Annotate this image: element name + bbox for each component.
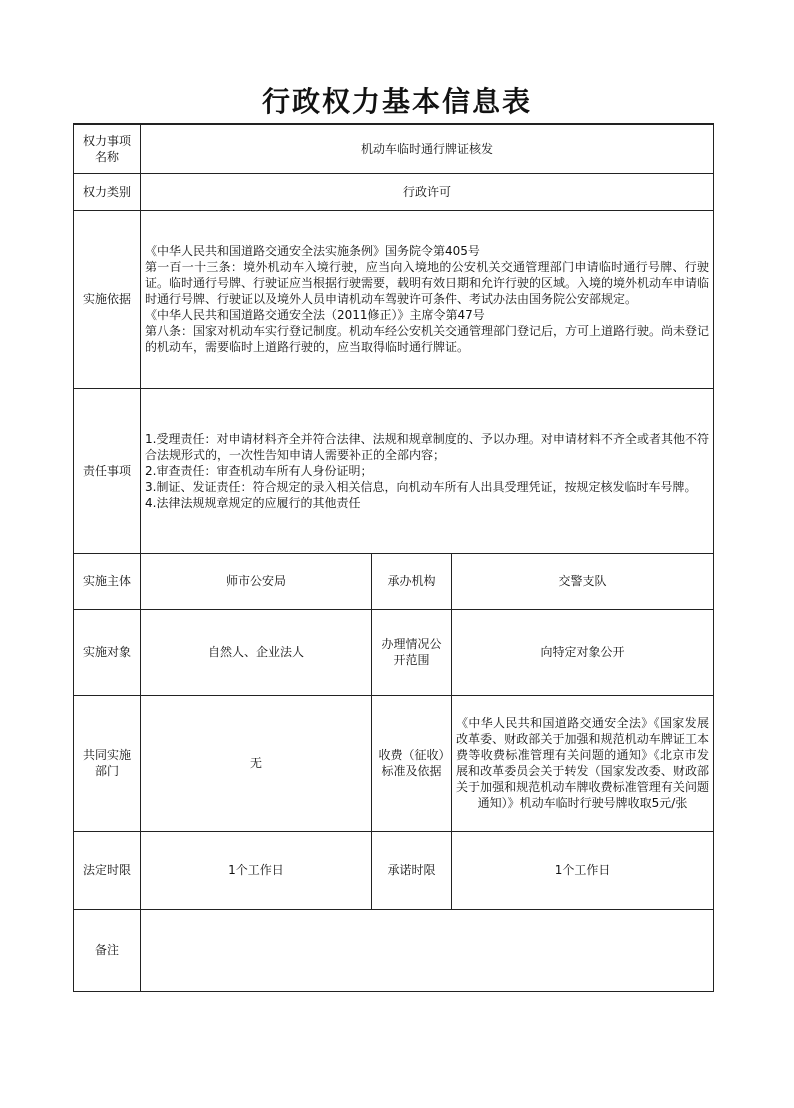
- row-joint: [74, 695, 714, 831]
- remarks-value: [141, 909, 714, 991]
- fee-label: 收费（征收）标准及依据: [372, 695, 452, 831]
- power-type-value: 行政许可: [141, 173, 714, 210]
- basis-label: 实施依据: [74, 210, 141, 388]
- time-limit-label: 法定时限: [74, 831, 141, 909]
- target-value: 自然人、企业法人: [141, 609, 372, 695]
- row-power-name: [74, 124, 714, 173]
- responsibility-label: 责任事项: [74, 388, 141, 553]
- row-power-type: [74, 173, 714, 210]
- responsibility-line: 2.审查责任：审查机动车所有人身份证明；: [145, 463, 373, 478]
- disclosure-label: 办理情况公开范围: [372, 609, 452, 695]
- row-target: [74, 609, 714, 695]
- basis-line: 《中华人民共和国道路交通安全法实施条例》国务院令第405号: [145, 244, 480, 258]
- row-responsibility: [74, 388, 714, 553]
- power-name-label: 权力事项名称: [74, 124, 141, 173]
- responsibility-content: [141, 388, 714, 553]
- disclosure-value: 向特定对象公开: [452, 609, 714, 695]
- joint-value: 无: [141, 695, 372, 831]
- target-label: 实施对象: [74, 609, 141, 695]
- agency-label: 承办机构: [372, 553, 452, 609]
- basis-line: 第八条：国家对机动车实行登记制度。机动车经公安机关交通管理部门登记后，方可上道路行驶。尚未登记的机动车，需要临时上道路行驶的，应当取得临时通行牌证。: [145, 324, 710, 354]
- basis-line: 第一百一十三条：境外机动车入境行驶，应当向入境地的公安机关交通管理部门申请临时通行号牌、行驶证。临时通行号牌、行驶证应当根据行驶需要，载明有效日期和允许行驶的区域。入境的境外机动车申请临时通行号牌、行驶证以及境外人员申请机动车驾驶许可条件、考试办法由国务院公安部规定。: [145, 260, 710, 306]
- responsibility-line: 1.受理责任：对申请材料齐全并符合法律、法规和规章制度的、予以办理。对申请材料不齐全或者其他不符合法规形式的，一次性告知申请人需要补正的全部内容；: [145, 431, 710, 462]
- row-subject: [74, 553, 714, 609]
- row-basis: [74, 210, 714, 388]
- subject-value: 师市公安局: [141, 553, 372, 609]
- power-type-label: 权力类别: [74, 173, 141, 210]
- joint-label: 共同实施部门: [74, 695, 141, 831]
- row-time-limit: [74, 831, 714, 909]
- fee-value: 《中华人民共和国道路交通安全法》《国家发展改革委、财政部关于加强和规范机动车牌证工本费等收费标准管理有关问题的通知》《北京市发展和改革委员会关于转发（国家发改委、财政部关于加强和规范机动车牌收费标准管理有关问题通知）》机动车临时行驶号牌收取5元/张: [452, 695, 714, 831]
- agency-value: 交警支队: [452, 553, 714, 609]
- basis-line: 《中华人民共和国道路交通安全法（2011修正）》主席令第47号: [145, 308, 485, 322]
- promise-limit-label: 承诺时限: [372, 831, 452, 909]
- basis-content: [141, 210, 714, 388]
- row-remarks: [74, 909, 714, 991]
- page-title: 行政权力基本信息表: [261, 85, 532, 118]
- responsibility-line: 4.法律法规规章规定的应履行的其他责任: [145, 495, 361, 510]
- info-table: [73, 123, 714, 992]
- remarks-label: 备注: [74, 909, 141, 991]
- power-name-value: 机动车临时通行牌证核发: [141, 124, 714, 173]
- responsibility-line: 3.制证、发证责任：符合规定的录入相关信息，向机动车所有人出具受理凭证，按规定核发临时车号牌。: [145, 479, 697, 494]
- subject-label: 实施主体: [74, 553, 141, 609]
- time-limit-value: 1个工作日: [141, 831, 372, 909]
- promise-limit-value: 1个工作日: [452, 831, 714, 909]
